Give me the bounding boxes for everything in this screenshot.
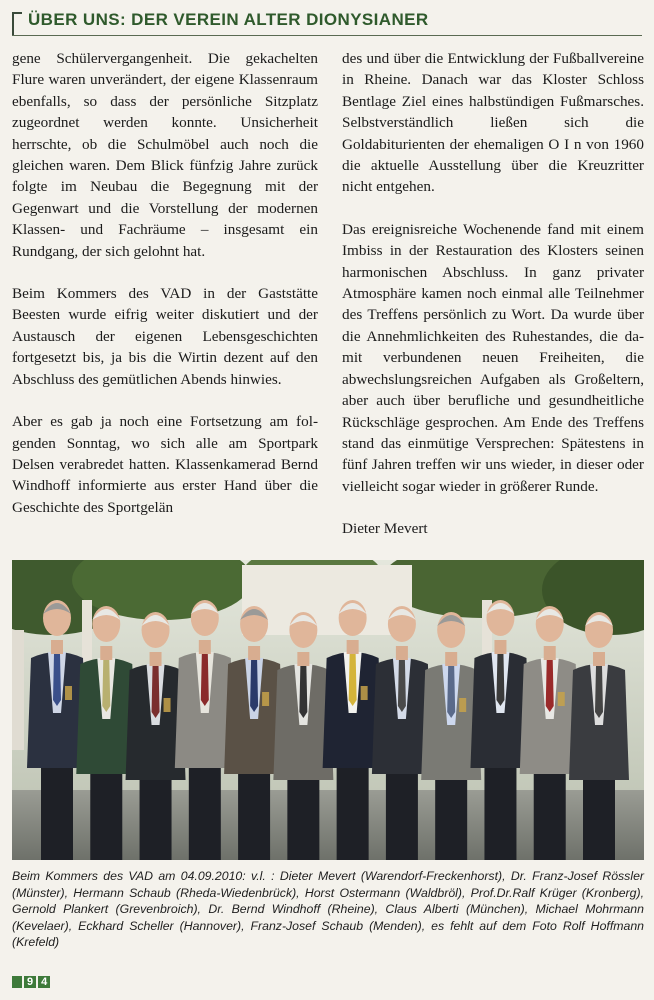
article-paragraph: Aber es gab ja noch eine Fortsetzung am folgenden Sonntag, wo sich alle am Sportpark Delsen verabredet hatten. Klassenkamerad Bernd Windhoff informierte aus erster Hand über die Geschichte des Sportgelän [12, 413, 318, 516]
beer-glass [65, 686, 72, 700]
header-rule [12, 35, 642, 36]
section-title: ÜBER UNS: DER VEREIN ALTER DIONYSIANER [28, 10, 429, 29]
article-column-left [12, 48, 318, 539]
page-number-digit: 4 [38, 976, 50, 988]
header-bracket-ornament [12, 12, 22, 36]
photo-caption: Beim Kommers des VAD am 04.09.2010: v.l. : Dieter Mevert (Warendorf-Freckenhorst), Dr. Franz-Josef Rössler (Münster), Hermann Schaub (Rheda-Wiedenbrück), Horst Ostermann (Waldbröl), Prof.Dr.Ralf Krüger (Kronberg), Gernold Plankert (Grevenbroich), Dr. Bernd Windhoff (Rheine), Claus Alberti (München), Michael Mohrmann (Kevelaer), Eckhard Scheller (Hannover), Franz-Josef Schaub (Menden), es fehlt auf dem Foto Rolf Hoffmann (Krefeld) [12, 869, 644, 950]
article-author: Dieter Mevert [342, 520, 428, 538]
beer-glass [558, 692, 565, 706]
beer-glass [262, 692, 269, 706]
page-number [12, 975, 50, 989]
group-photo [12, 560, 644, 860]
pillar [12, 630, 24, 750]
article-paragraph: Beim Kommers des VAD in der Gaststätte Beesten wurde eifrig weiter diskutiert und der Austausch der eigenen Lebensgeschichten fortgesetzt bis, ja bis die Wirtin dezent auf den Abschluss des gemütlichen Abends hinwies. [12, 285, 318, 388]
article-paragraph: Das ereignisreiche Wochenende fand mit einem Imbiss in der Restauration des Klosters seinen harmonischen Abschluss. In ganz privater Atmosphäre kamen noch einmal alle Teilnehmer des Treffens persönlich zu Wort. Da wurde über die Annehmlichkeiten des Ruhestandes, die damit verbundenen neuen Freiheiten, die abwechslungsreichen Aufgaben als Großeltern, aber auch über berufliche und gesundheitliche Rückschläge gesprochen. Am Ende des Treffens stand das einmütige Versprechen: Spätestens in fünf Jahren treffen wir uns wieder, in dieser oder vielleicht sogar wieder in größerer Runde. [342, 220, 644, 495]
group-photo-illustration [12, 560, 644, 860]
beer-glass [361, 686, 368, 700]
article-column-right [342, 48, 644, 540]
beer-glass [164, 698, 171, 712]
page-number-digit: 9 [24, 976, 36, 988]
article-paragraph: gene Schülervergangenheit. Die gekachelten Flure waren unverändert, der eigene Klassenraum ebenfalls, so dass der persönliche Sitzplatz zugeordnet werden konnte. Unsicherheit herrschte, ob die Schulmöbel auch noch die gleichen waren. Dem Blick fünfzig Jahre zurück folgte im Neubau die Begegnung mit der Gegenwart und die Vorstellung der modernen Klassen- und Fachräume – insgesamt ein Rundgang, der sich gelohnt hat. [12, 50, 318, 260]
page-number-marker [12, 976, 22, 988]
article-paragraph: des und über die Entwicklung der Fußballvereine in Rheine. Danach war das Kloster Schloss Bentlage Ziel eines halbstündigen Fußmarsches. Selbstverständlich ließen sich die Goldabiturienten der ehemaligen O I n von 1960 die aktuelle Ausstellung über die Kreuzritter nicht entgehen. [342, 50, 644, 196]
beer-glass [459, 698, 466, 712]
section-header [0, 0, 654, 38]
